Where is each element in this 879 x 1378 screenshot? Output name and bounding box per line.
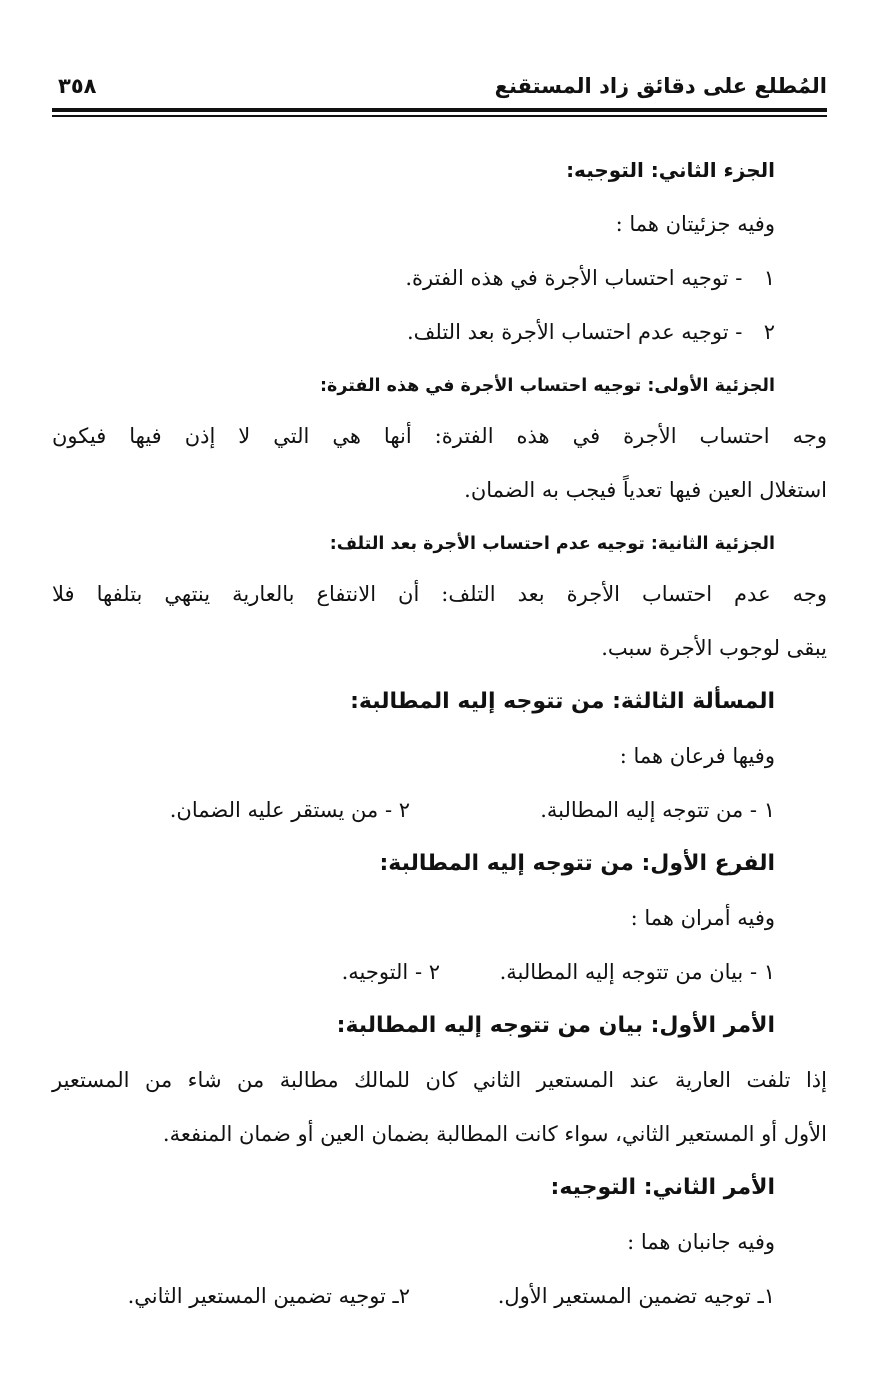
list-text: - توجيه احتساب الأجرة في هذه الفترة.	[405, 266, 743, 290]
list-item	[52, 258, 775, 312]
list-text: - توجيه عدم احتساب الأجرة بعد التلف.	[406, 320, 743, 344]
list-pair	[52, 952, 775, 1006]
list-item: ٢ - من يستقر عليه الضمان.	[169, 798, 410, 822]
paragraph-line: استغلال العين فيها تعدياً فيجب به الضمان.	[464, 478, 827, 502]
list-number: ٢	[763, 320, 775, 344]
paragraph-line: وفيه جزئيتان هما :	[615, 212, 775, 236]
paragraph-line: وجه احتساب الأجرة في هذه الفترة: أنها هي التي لا إذن فيها فيكون	[52, 424, 827, 448]
paragraph-line: الأول أو المستعير الثاني، سواء كانت المطالبة بضمان العين أو ضمان المنفعة.	[162, 1122, 827, 1146]
paragraph-line: إذا تلفت العارية عند المستعير الثاني كان للمالك مطالبة من شاء من المستعير	[52, 1068, 827, 1092]
list-item: ١ـ توجيه تضمين المستعير الأول.	[497, 1284, 775, 1308]
paragraph-line: وفيه جانبان هما :	[627, 1230, 775, 1254]
section-heading: الفرع الأول: من تتوجه إليه المطالبة:	[379, 851, 775, 876]
list-item: ٢ـ توجيه تضمين المستعير الثاني.	[127, 1284, 410, 1308]
list-item: ١ - من تتوجه إليه المطالبة.	[540, 798, 775, 822]
page-header	[52, 72, 827, 116]
paragraph-line: وفيه أمران هما :	[630, 906, 775, 930]
list-number: ١	[763, 266, 775, 290]
page-body	[52, 150, 827, 1330]
paragraph-line: وفيها فرعان هما :	[619, 744, 775, 768]
list-item	[52, 312, 775, 366]
section-heading: المسألة الثالثة: من تتوجه إليه المطالبة:	[350, 689, 775, 714]
paragraph-line: يبقى لوجوب الأجرة سبب.	[601, 636, 827, 660]
header-rule-thin	[52, 115, 827, 117]
list-item: ١ - بيان من تتوجه إليه المطالبة.	[499, 960, 775, 984]
subsection-heading: الجزئية الثانية: توجيه عدم احتساب الأجرة بعد التلف:	[329, 534, 775, 554]
running-title: المُطلع على دقائق زاد المستقنع	[494, 74, 827, 98]
subsection-heading: الجزئية الأولى: توجيه احتساب الأجرة في هذه الفترة:	[320, 376, 775, 396]
list-pair	[52, 790, 775, 844]
section-heading: الأمر الثاني: التوجيه:	[550, 1175, 775, 1200]
header-rule-thick	[52, 108, 827, 112]
section-heading: الأمر الأول: بيان من تتوجه إليه المطالبة:	[336, 1013, 775, 1038]
page-number: ٣٥٨	[58, 74, 97, 98]
list-item: ٢ - التوجيه.	[341, 960, 440, 984]
list-pair	[52, 1276, 775, 1330]
section-heading: الجزء الثاني: التوجيه:	[566, 158, 775, 182]
paragraph-line: وجه عدم احتساب الأجرة بعد التلف: أن الانتفاع بالعارية ينتهي بتلفها فلا	[52, 582, 827, 606]
